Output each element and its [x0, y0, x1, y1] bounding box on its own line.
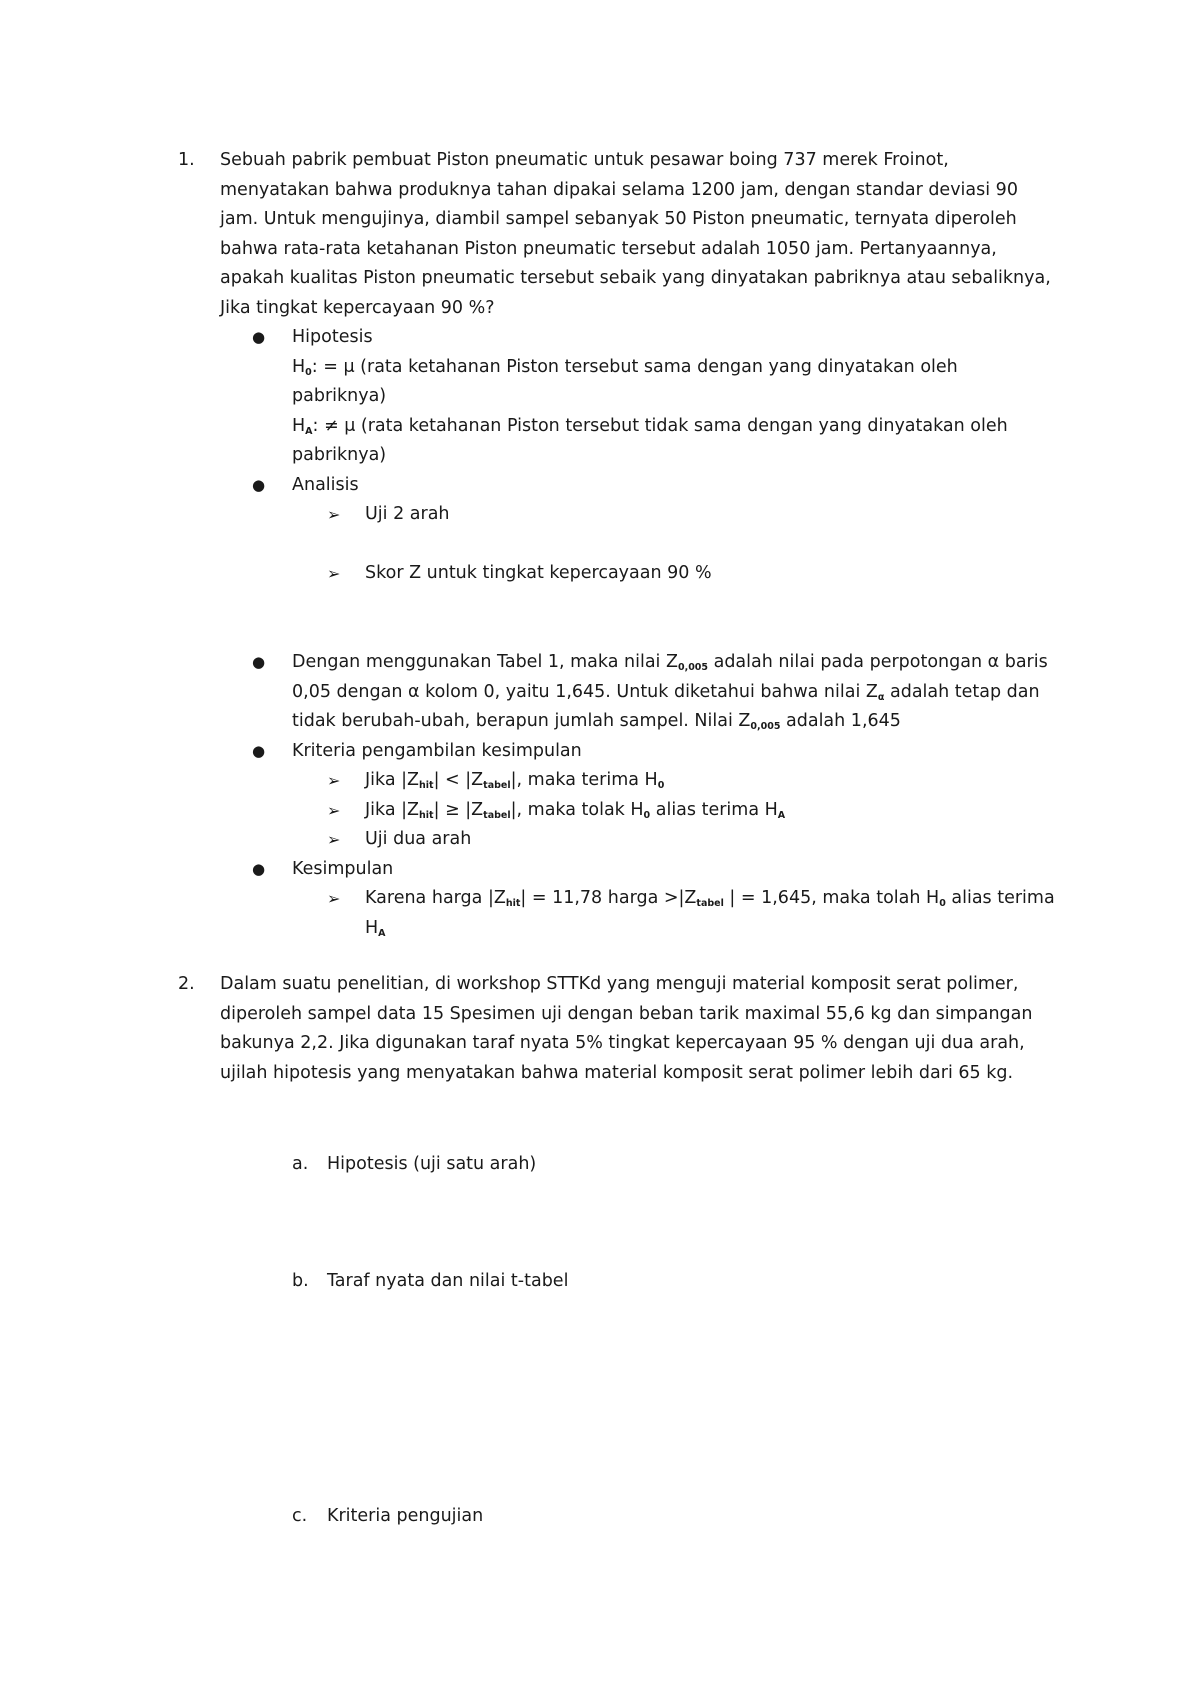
h0-cont: pabriknya): [292, 386, 387, 406]
kriteria-text: Jika |Z: [365, 800, 420, 820]
subscript: A: [378, 927, 386, 939]
kriteria-item: [365, 766, 1085, 796]
question-1-text: [220, 146, 1090, 323]
tabel-line: [292, 678, 1092, 708]
bullet-icon: ●: [252, 860, 266, 878]
q1-line: menyatakan bahwa produknya tahan dipakai selama 1200 jam, dengan standar deviasi 90: [220, 179, 1018, 200]
tabel-text: adalah nilai pada perpotongan α baris: [708, 652, 1048, 672]
ha-cont: pabriknya): [292, 445, 387, 465]
bullet-icon: ●: [252, 476, 266, 494]
q1-line: bahwa rata-rata ketahanan Piston pneumatic tersebut adalah 1050 jam. Pertanyaannya,: [220, 238, 997, 259]
kesimpulan-text: | = 1,645, maka tolah H: [723, 888, 940, 908]
q2-line: Dalam suatu penelitian, di workshop STTKd yang menguji material komposit serat polimer,: [220, 974, 1019, 994]
kesimpulan-text: H: [365, 917, 379, 938]
analisis-item: Uji 2 arah: [365, 504, 450, 524]
kesimpulan-title: Kesimpulan: [292, 859, 394, 879]
h0-line: [292, 353, 1092, 383]
subscript: tabel: [483, 780, 511, 791]
bullet-icon: ●: [252, 328, 266, 346]
q2-line: diperoleh sampel data 15 Spesimen uji dengan beban tarik maximal 55,6 kg dan simpangan: [220, 1003, 1033, 1024]
tabel-line: [292, 707, 1092, 737]
analisis-title: Analisis: [292, 475, 359, 495]
question-2-number: 2.: [178, 974, 195, 994]
h0-subscript: 0: [305, 366, 312, 378]
q1-line: Sebuah pabrik pembuat Piston pneumatic untuk pesawar boing 737 merek Froinot,: [220, 150, 949, 170]
item-label: a.: [292, 1154, 309, 1174]
subscript: tabel: [483, 810, 511, 821]
h0-symbol: H: [292, 356, 306, 377]
ha-line: [292, 412, 1092, 442]
tabel-paragraph: [292, 648, 1092, 737]
item-a-text: Hipotesis (uji satu arah): [327, 1154, 537, 1174]
hipotesis-section: [292, 323, 1092, 471]
subscript: tabel: [696, 898, 724, 909]
kriteria-text: | < |Z: [433, 770, 484, 790]
z-subscript: 0,005: [750, 721, 781, 732]
q1-line: jam. Untuk mengujinya, diambil sampel sebanyak 50 Piston pneumatic, ternyata diperoleh: [220, 209, 1017, 229]
subscript: hit: [419, 810, 434, 821]
arrow-icon: ➢: [327, 801, 341, 820]
item-c-text: Kriteria pengujian: [327, 1506, 484, 1526]
ha-subscript: A: [305, 425, 313, 437]
arrow-icon: ➢: [327, 771, 341, 790]
question-1-number: 1.: [178, 150, 195, 170]
subscript: A: [777, 810, 786, 821]
arrow-icon: ➢: [327, 830, 341, 849]
z-subscript: 0,005: [677, 662, 709, 673]
subscript: 0: [657, 780, 665, 791]
subscript: 0: [939, 898, 946, 909]
kriteria-title: Kriteria pengambilan kesimpulan: [292, 741, 582, 761]
kriteria-item: [365, 796, 1085, 826]
ha-symbol: H: [292, 415, 306, 436]
kesimpulan-text: Karena harga |Z: [365, 888, 506, 908]
question-2-text: [220, 970, 1090, 1088]
arrow-icon: ➢: [327, 505, 341, 524]
kesimpulan-item: [365, 884, 1085, 943]
kesimpulan-text: alias terima: [945, 888, 1055, 908]
tabel-text: 0,05 dengan α kolom 0, yaitu 1,645. Untuk diketahui bahwa nilai Z: [292, 681, 878, 702]
q2-line: ujilah hipotesis yang menyatakan bahwa material komposit serat polimer lebih dari 65 kg.: [220, 1062, 1014, 1083]
arrow-icon: ➢: [327, 889, 341, 908]
kriteria-text: | ≥ |Z: [433, 800, 484, 820]
kriteria-text: alias terima H: [650, 800, 778, 820]
subscript: hit: [505, 898, 521, 909]
analisis-item: Skor Z untuk tingkat kepercayaan 90 %: [365, 563, 712, 583]
item-label: c.: [292, 1506, 308, 1526]
kriteria-item: Uji dua arah: [365, 829, 472, 849]
tabel-text: Dengan menggunakan Tabel 1, maka nilai Z: [292, 652, 678, 672]
item-label: b.: [292, 1271, 309, 1291]
kriteria-text: |, maka tolak H: [510, 800, 644, 820]
q1-line: apakah kualitas Piston pneumatic tersebut sebaik yang dinyatakan pabriknya atau sebaliknya,: [220, 268, 1051, 288]
tabel-text: adalah tetap dan: [884, 681, 1040, 702]
h0-text: : = μ (rata ketahanan Piston tersebut sama dengan yang dinyatakan oleh: [311, 356, 958, 377]
bullet-icon: ●: [252, 742, 266, 760]
z-subscript: α: [877, 691, 885, 703]
q2-line: bakunya 2,2. Jika digunakan taraf nyata 5% tingkat kepercayaan 95 % dengan uji dua arah,: [220, 1033, 1025, 1053]
subscript: hit: [419, 780, 434, 791]
tabel-line: [292, 648, 1092, 678]
kriteria-text: |, maka terima H: [510, 770, 658, 790]
kesimpulan-line: [365, 884, 1085, 914]
kesimpulan-line: [365, 914, 1085, 944]
arrow-icon: ➢: [327, 564, 341, 583]
q1-line: Jika tingkat kepercayaan 90 %?: [220, 297, 495, 318]
hipotesis-title: Hipotesis: [292, 327, 373, 347]
kriteria-text: Jika |Z: [365, 770, 420, 790]
subscript: 0: [643, 810, 651, 821]
tabel-text: tidak berubah-ubah, berapun jumlah sampel. Nilai Z: [292, 711, 751, 731]
kesimpulan-text: | = 11,78 harga >|Z: [520, 888, 697, 908]
item-b-text: Taraf nyata dan nilai t-tabel: [327, 1271, 569, 1291]
tabel-text: adalah 1,645: [780, 711, 901, 731]
bullet-icon: ●: [252, 653, 266, 671]
ha-text: : ≠ μ (rata ketahanan Piston tersebut tidak sama dengan yang dinyatakan oleh: [312, 415, 1008, 436]
